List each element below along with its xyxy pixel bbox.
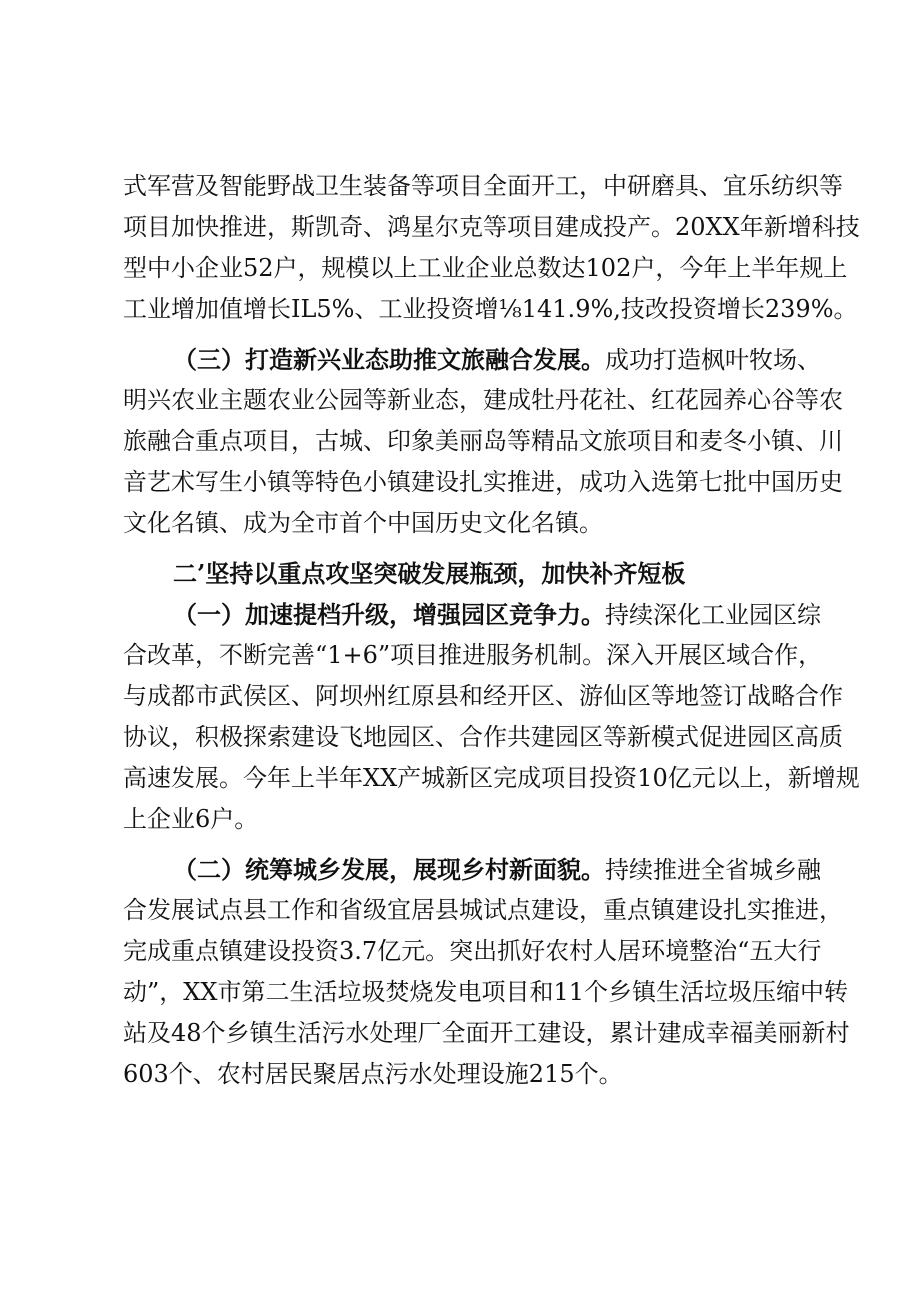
text-line: 型中小企业52户，规模以上工业企业总数达102户，今年上半年规上 <box>123 254 848 282</box>
text-line: 完成重点镇建设投资3.7亿元。突出抓好农村人居环境整治“五大行 <box>123 937 822 965</box>
text-line: 上企业6户。 <box>123 805 259 833</box>
text-run: 成功打造枫叶牧场、 <box>605 346 821 374</box>
text-line <box>123 339 821 380</box>
text-line: 工业增加值增长IL5%、工业投资增⅛141.9%,技改投资增长239%。 <box>123 295 858 323</box>
text-line <box>123 594 821 635</box>
text-line: 明兴农业主题农业公园等新业态，建成牡丹花社、红花园养心谷等农 <box>123 386 843 414</box>
text-line: 项目加快推进，斯凯奇、鸿星尔克等项目建成投产。20XX年新增科技 <box>123 213 860 241</box>
text-run: 持续深化工业园区综 <box>605 601 821 629</box>
text-line: 合改革，不断完善“1+6”项目推进服务机制。深入开展区域合作， <box>123 641 823 669</box>
text-line: 动”，XX市第二生活垃圾焚烧发电项目和11个乡镇生活垃圾压缩中转 <box>123 978 848 1006</box>
text-line: 协议，积极探索建设飞地园区、合作共建园区等新模式促进园区高质 <box>123 723 843 751</box>
text-run: 持续推进全省城乡融 <box>605 856 821 884</box>
paragraph-heading: （一）加速提档升级，增强园区竞争力。 <box>173 600 605 629</box>
text-line <box>123 849 821 890</box>
text-line: 文化名镇、成为全市首个中国历史文化名镇。 <box>123 509 603 537</box>
text-line: 音艺术写生小镇等特色小镇建设扎实推进，成功入选第七批中国历史 <box>123 468 843 496</box>
paragraph-heading: （二）统筹城乡发展，展现乡村新面貌。 <box>173 855 605 884</box>
text-line: 合发展试点县工作和省级宜居县城试点建设，重点镇建设扎实推进， <box>123 896 843 924</box>
text-line: 高速发展。今年上半年XX产城新区完成项目投资10亿元以上，新增规 <box>123 764 860 792</box>
text-line: 603个、农村居民聚居点污水处理设施215个。 <box>123 1060 623 1088</box>
text-line: 站及48个乡镇生活污水处理厂全面开工建设，累计建成幸福美丽新村 <box>123 1019 850 1047</box>
paragraph-urban-rural <box>123 849 850 1095</box>
text-line: 式军营及智能野战卫生装备等项目全面开工，中研磨具、宜乐纺织等 <box>123 172 843 200</box>
section-heading: 二’坚持以重点攻坚突破发展瓶颈，加快补齐短板 <box>173 559 686 588</box>
paragraph-heading: （三）打造新兴业态助推文旅融合发展。 <box>173 345 605 374</box>
text-line: 旅融合重点项目，古城、印象美丽岛等精品文旅项目和麦冬小镇、川 <box>123 427 843 455</box>
document-page <box>123 166 860 1095</box>
paragraph-industry <box>123 166 860 330</box>
paragraph-culture-tourism <box>123 339 843 544</box>
paragraph-park-upgrade <box>123 594 860 840</box>
text-line: 与成都市武侯区、阿坝州红原县和经开区、游仙区等地签订战略合作 <box>123 682 843 710</box>
